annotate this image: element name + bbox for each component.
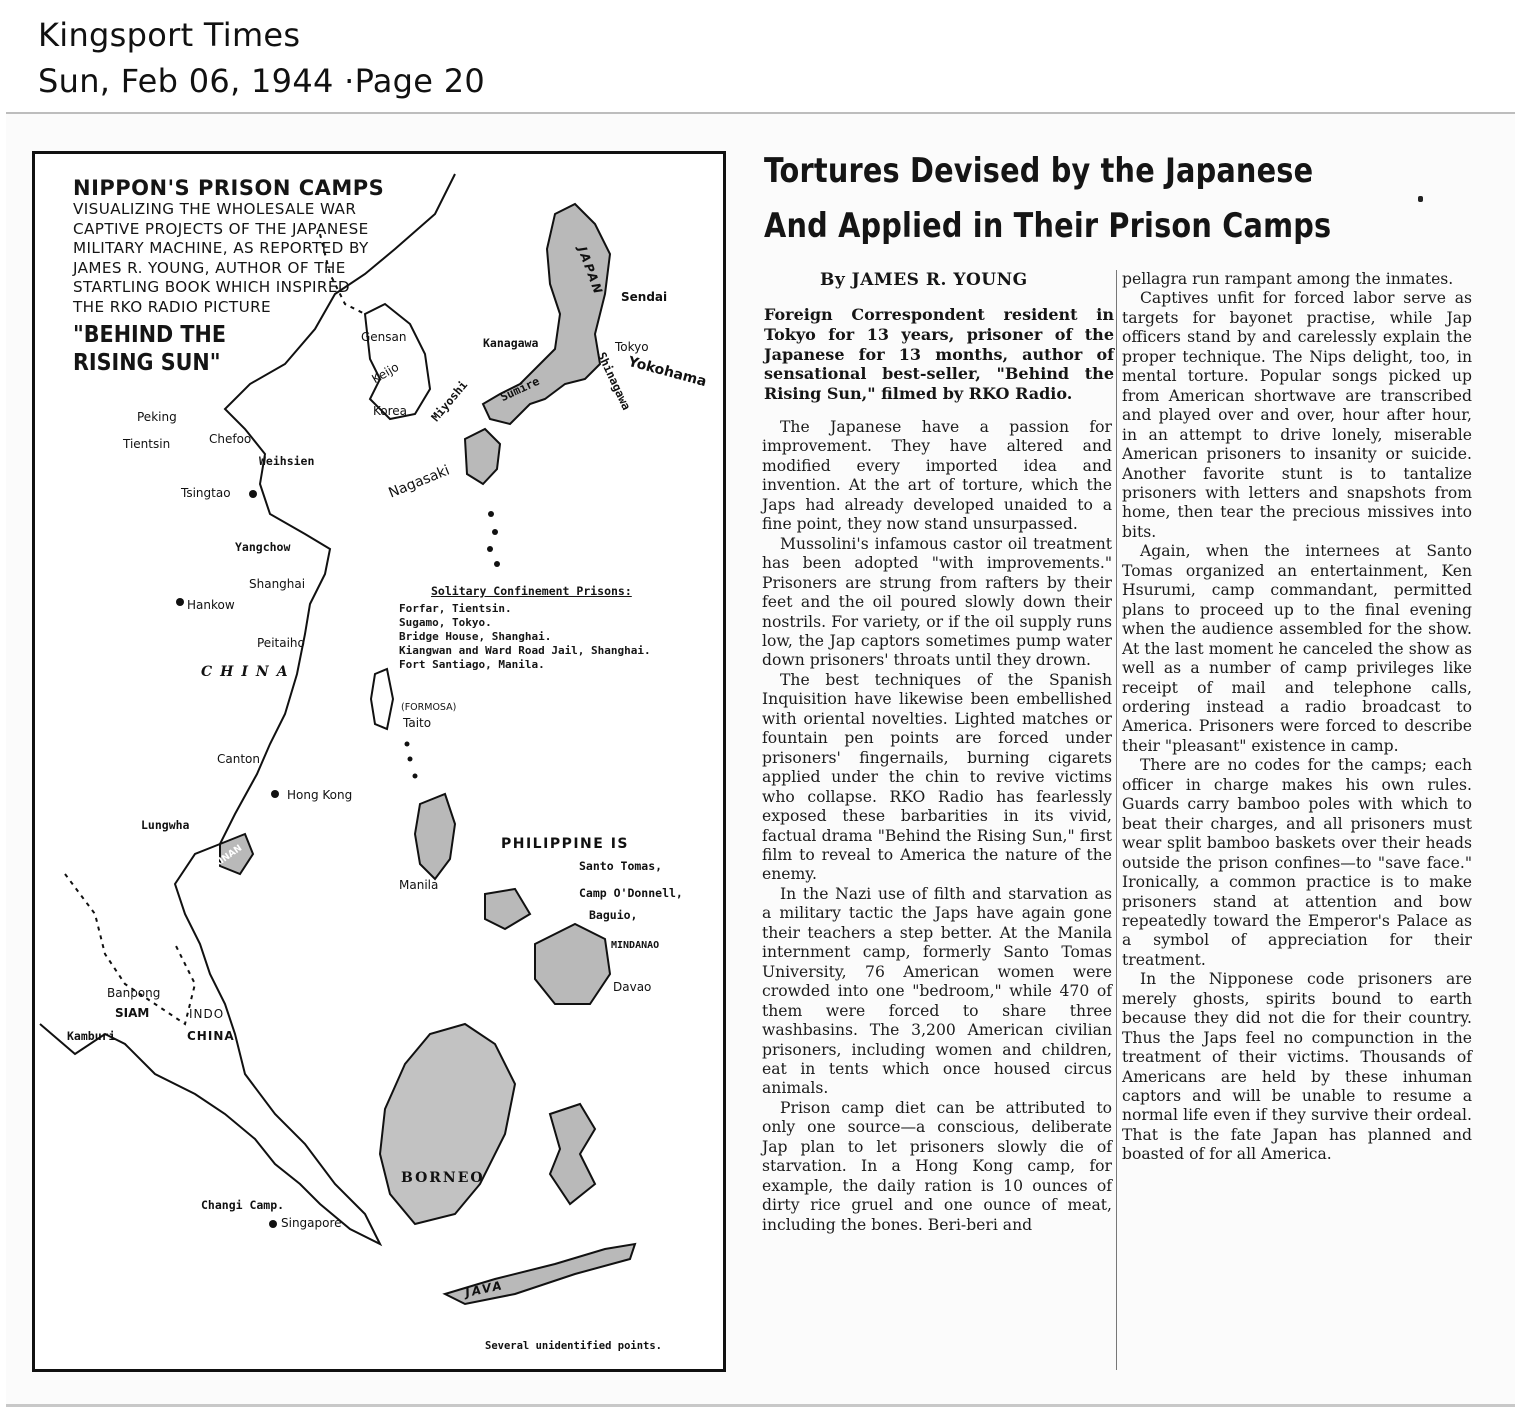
- label-shinagawa: Shinagawa: [594, 349, 634, 413]
- singapore-marker: [269, 1220, 277, 1228]
- map-subtitle: VISUALIZING THE WHOLESALE WAR CAPTIVE PROJECTS OF THE JAPANESE MILITARY MACHINE, AS REPORTED BY JAMES R. YOUNG, AUTHOR OF THE STARTLING BOOK WHICH INSPIRED THE RKO RADIO PICTURE: [73, 200, 369, 316]
- label-changi-camp: Changi Camp.: [201, 1198, 285, 1212]
- solitary-item: Fort Santiago, Manila.: [399, 658, 545, 671]
- article-column-2: [1122, 270, 1472, 1165]
- solitary-item: Forfar, Tientsin.: [399, 602, 512, 615]
- paragraph: pellagra run rampant among the inmates.: [1122, 270, 1454, 288]
- mindanao: [535, 924, 610, 1004]
- label-manila: Manila: [399, 878, 439, 892]
- label-yangchow: Yangchow: [235, 540, 291, 554]
- paragraph: Captives unfit for forced labor serve as targets for bayonet practise, while Jap officers stand by and carelessly explain the proper technique. The Nips delight, too, in mental torture. Popular songs picked up from American shortwave are transcribed and played over and over, hour after hour, in an attempt to drive lonely, miserable American prisoners to insanity or suicide. Another favorite stunt is to tantalize prisoners with letters and snapshots from home, then tear the precious missives into bits.: [1122, 289, 1472, 541]
- label-peitaiho: Peitaiho: [257, 636, 305, 650]
- film-title: "BEHIND THE RISING SUN": [73, 321, 226, 376]
- tsingtao-marker: [249, 490, 257, 498]
- article-intro: Foreign Correspondent resident in Tokyo for 13 years, prisoner of the Japanese for 13 months, author of sensational best-seller, "Behind the Rising Sun," filmed by RKO Radio.: [764, 305, 1114, 404]
- prison-camp-map: [32, 151, 726, 1372]
- label-hongkong: Hong Kong: [287, 788, 353, 802]
- label-kamburi: Kamburi: [67, 1029, 116, 1043]
- label-sendai: Sendai: [621, 290, 668, 304]
- column-divider: [1116, 270, 1117, 1370]
- label-indo: INDO: [189, 1007, 225, 1021]
- label-taito: Taito: [403, 716, 432, 730]
- paragraph: There are no codes for the camps; each officer in charge makes his own rules. Guards carry bamboo poles with which to beat their charges, and all prisoners must wear split bamboo baskets over their heads outside the prison confines—to "save face." Ironically, a common practice is to make prisoners stand at attention and bow repeatedly toward the Emperor's Palace as a symbol of appreciation for their treatment.: [1122, 756, 1472, 969]
- label-keijo: Keijo: [369, 359, 402, 387]
- label-kanagawa: Kanagawa: [483, 336, 539, 350]
- article-headline: [764, 144, 1366, 254]
- solitary-heading: Solitary Confinement Prisons:: [431, 584, 632, 598]
- label-banpong: Banpong: [107, 986, 161, 1000]
- formosa-island: [371, 669, 393, 729]
- label-china: CHINA: [201, 664, 296, 680]
- paragraph: The Japanese have a passion for improvement. They have altered and modified every imported idea and invention. At the art of torture, which the Japs had already developed unaided to a fine point, they now stand unsurpassed.: [762, 418, 1112, 534]
- map-title-block: [73, 176, 384, 377]
- label-lungwha: Lungwha: [141, 818, 190, 832]
- hongkong-marker: [271, 790, 279, 798]
- borneo: [380, 1024, 515, 1224]
- label-santo-tomas: Santo Tomas,: [579, 859, 663, 873]
- label-camp-odonnell: Camp O'Donnell,: [579, 886, 683, 900]
- map-title: NIPPON'S PRISON CAMPS: [73, 176, 385, 200]
- label-gensan: Gensan: [361, 330, 407, 344]
- solitary-item: Kiangwan and Ward Road Jail, Shanghai.: [399, 644, 651, 657]
- label-miyoshi: Miyoshi: [428, 377, 471, 425]
- label-chefoo: Chefoo: [209, 432, 252, 446]
- visayas: [485, 889, 530, 929]
- label-peking: Peking: [137, 410, 177, 424]
- label-baguio: Baguio,: [589, 908, 638, 922]
- hankow-marker: [176, 598, 184, 606]
- celebes: [550, 1104, 595, 1204]
- print-speck: [1418, 196, 1423, 202]
- label-siam: SIAM: [115, 1006, 150, 1020]
- label-hankow: Hankow: [187, 598, 235, 612]
- label-java: JAVA: [463, 1278, 505, 1300]
- paragraph: Again, when the internees at Santo Tomas organized an entertainment, Ken Hsurumi, camp commandant, permitted plans to proceed up to the final evening when the audience assembled for the show. At the last moment he canceled the show as well as a number of camp privileges like receipt of mail and telephone calls, ordering instead a radio broadcast to America. Prisoners were forced to describe their "pleasant" existence in camp.: [1122, 542, 1472, 755]
- japan-kyushu: [465, 429, 500, 484]
- label-tientsin: Tientsin: [123, 437, 171, 451]
- label-tsingtao: Tsingtao: [181, 486, 231, 500]
- solitary-confinement-list: [399, 584, 651, 672]
- label-nagasaki: Nagasaki: [386, 462, 453, 502]
- label-singapore: Singapore: [281, 1216, 342, 1230]
- dateline: Sun, Feb 06, 1944 ·Page 20: [38, 62, 486, 100]
- newspaper-name: Kingsport Times: [38, 16, 301, 54]
- solitary-item: Sugamo, Tokyo.: [399, 616, 492, 629]
- label-hainan: HAINAN: [205, 843, 245, 875]
- label-davao: Davao: [613, 980, 652, 994]
- paragraph: The best techniques of the Spanish Inquisition have likewise been embellished with oriental novelties. Lighted matches or fountain pen points are forced under prisoners' fingernails, burning cigarets applied under the chin to revive victims who collapse. RKO Radio has fearlessly exposed these barbarities in its vivid, factual drama "Behind the Rising Sun," first film to reveal to America the nature of the enemy.: [762, 670, 1112, 884]
- article-column-1: [762, 418, 1112, 1235]
- label-indochina: CHINA: [187, 1029, 235, 1043]
- label-yokohama: Yokohama: [626, 353, 709, 391]
- label-japan: JAPAN: [575, 244, 606, 298]
- label-tokyo: Tokyo: [615, 340, 649, 354]
- article-byline: By JAMES R. YOUNG: [820, 270, 1028, 290]
- label-sumire: Sumire: [497, 373, 542, 405]
- indochina-border: [65, 874, 195, 1024]
- label-formosa: (FORMOSA): [401, 702, 457, 713]
- paragraph: Prison camp diet can be attributed to only one source—a conscious, deliberate Jap plan to let prisoners slowly die of starvation. In a Hong Kong camp, for example, the daily ration is 10 ounces of dirty rice gruel and one ounce of meat, including the bones. Beri-beri and: [762, 1098, 1112, 1234]
- paragraph: In the Nazi use of filth and starvation as a military tactic the Japs have again gone their teachers a step better. At the Manila internment camp, formerly Santo Tomas University, 76 American women were crowded into one "bedroom," while 470 of them were forced to share three washbasins. The 3,200 American civilian prisoners, including women and children, eat in tents which once housed circus animals.: [762, 884, 1112, 1098]
- paragraph: In the Nipponese code prisoners are merely ghosts, spirits bound to earth because they did not die for their country. Thus the Japs feel no compunction in the treatment of their victims. Thousands of Americans are held by these inhuman captors and will be unable to resume a normal life even if they survive their ordeal. That is the fate Japan has planned and boasted of for all America.: [1122, 970, 1472, 1164]
- label-canton: Canton: [217, 752, 260, 766]
- label-unidentified-points: Several unidentified points.: [485, 1340, 663, 1352]
- headline-line-1: Tortures Devised by the Japanese: [764, 151, 1314, 191]
- label-korea: Korea: [373, 404, 408, 418]
- solitary-item: Bridge House, Shanghai.: [399, 630, 552, 643]
- clipping-header: [38, 12, 485, 104]
- label-weihsien: Weihsien: [259, 454, 315, 468]
- label-shanghai: Shanghai: [249, 577, 306, 591]
- label-mindanao: MINDANAO: [611, 940, 660, 951]
- label-philippine-is: PHILIPPINE IS: [501, 836, 629, 852]
- luzon: [415, 794, 455, 879]
- headline-line-2: And Applied in Their Prison Camps: [764, 206, 1332, 246]
- label-borneo: BORNEO: [401, 1170, 485, 1186]
- paragraph: Mussolini's infamous castor oil treatment has been adopted "with improvements." Prisoners are strung from rafters by their feet and the oil poured slowly down their nostrils. For variety, or if the oil supply runs low, the Jap captors sometimes pump water down prisoners' throats until they drown.: [762, 534, 1112, 670]
